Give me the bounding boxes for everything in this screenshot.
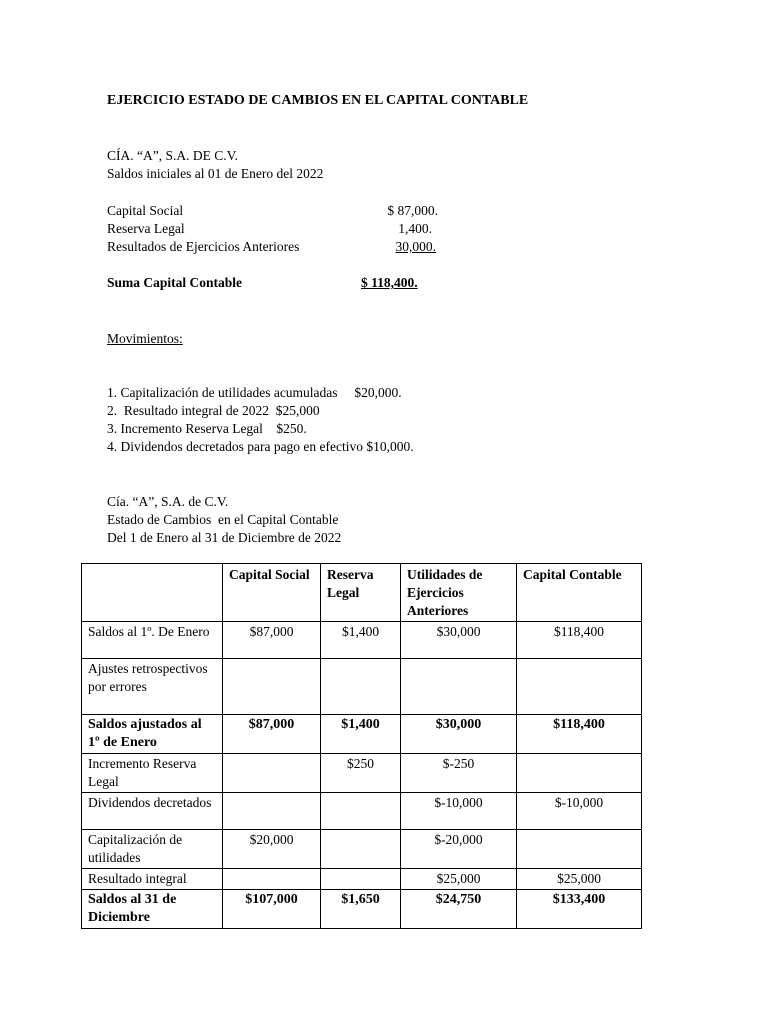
row-label: Saldos al 1º. De Enero (82, 622, 223, 659)
table-cell: $-20,000 (401, 830, 517, 869)
table-cell: $250 (321, 754, 401, 793)
balance-label: Reserva Legal (107, 221, 185, 236)
table-cell (517, 754, 642, 793)
table-cell: $25,000 (401, 869, 517, 890)
column-header: Reserva Legal (321, 564, 401, 622)
row-label: Resultado integral (82, 869, 223, 890)
table-row (82, 830, 642, 869)
table-cell: $-10,000 (517, 793, 642, 830)
table-cell: $87,000 (223, 622, 321, 659)
table-cell: $87,000 (223, 715, 321, 754)
column-header: Capital Contable (517, 564, 642, 622)
row-label: Saldos al 31 de Diciembre (82, 890, 223, 929)
company-name: CÍA. “A”, S.A. DE C.V. (107, 148, 238, 163)
table-cell: $-10,000 (401, 793, 517, 830)
table-cell (321, 793, 401, 830)
table-row (82, 622, 642, 659)
table-cell: $24,750 (401, 890, 517, 929)
table-cell: $1,650 (321, 890, 401, 929)
table-cell (321, 869, 401, 890)
document-title: EJERCICIO ESTADO DE CAMBIOS EN EL CAPITAL CONTABLE (107, 93, 529, 108)
table-cell: $-250 (401, 754, 517, 793)
table-cell: $20,000 (223, 830, 321, 869)
movement-item: 1. Capitalización de utilidades acumuladas $20,000. (107, 385, 402, 400)
table-row (82, 793, 642, 830)
table-cell: $118,400 (517, 715, 642, 754)
table-cell (517, 659, 642, 715)
column-header (82, 564, 223, 622)
initial-balances-date: Saldos iniciales al 01 de Enero del 2022 (107, 166, 324, 181)
equity-changes-table (81, 563, 642, 929)
table-row (82, 890, 642, 929)
column-header: Utilidades de Ejercicios Anteriores (401, 564, 517, 622)
table-cell (401, 659, 517, 715)
table-cell: $1,400 (321, 622, 401, 659)
table-row (82, 715, 642, 754)
row-label: Dividendos decretados (82, 793, 223, 830)
total-value: $ 118,400. (361, 275, 418, 290)
row-label: Saldos ajustados al 1º de Enero (82, 715, 223, 754)
row-label: Incremento Reserva Legal (82, 754, 223, 793)
table-cell: $118,400 (517, 622, 642, 659)
balance-value: 30,000. (395, 239, 436, 254)
total-label: Suma Capital Contable (107, 275, 243, 290)
statement-period: Del 1 de Enero al 31 de Diciembre de 2022 (107, 530, 342, 545)
table-cell (321, 659, 401, 715)
table-cell: $30,000 (401, 622, 517, 659)
table-header-row (82, 564, 642, 622)
table-cell (223, 869, 321, 890)
statement-company: Cía. “A”, S.A. de C.V. (107, 494, 229, 509)
table-cell (223, 659, 321, 715)
table-row (82, 754, 642, 793)
table-cell (223, 793, 321, 830)
table-row (82, 659, 642, 715)
row-label: Ajustes retrospectivos por errores (82, 659, 223, 715)
table-cell: $133,400 (517, 890, 642, 929)
balance-value: $ 87,000. (387, 203, 438, 218)
statement-name: Estado de Cambios en el Capital Contable (107, 512, 339, 527)
movement-item: 4. Dividendos decretados para pago en efectivo $10,000. (107, 439, 414, 454)
row-label: Capitalización de utilidades (82, 830, 223, 869)
balance-label: Capital Social (107, 203, 184, 218)
table-cell (223, 754, 321, 793)
movements-heading: Movimientos: (107, 331, 183, 346)
column-header: Capital Social (223, 564, 321, 622)
table-cell: $107,000 (223, 890, 321, 929)
table-cell: $30,000 (401, 715, 517, 754)
table-cell (517, 830, 642, 869)
movement-item: 3. Incremento Reserva Legal $250. (107, 421, 307, 436)
movement-item: 2. Resultado integral de 2022 $25,000 (107, 403, 320, 418)
table-cell: $25,000 (517, 869, 642, 890)
balance-value: 1,400. (398, 221, 432, 236)
table-cell: $1,400 (321, 715, 401, 754)
table-cell (321, 830, 401, 869)
table-row (82, 869, 642, 890)
balance-label: Resultados de Ejercicios Anteriores (107, 239, 300, 254)
